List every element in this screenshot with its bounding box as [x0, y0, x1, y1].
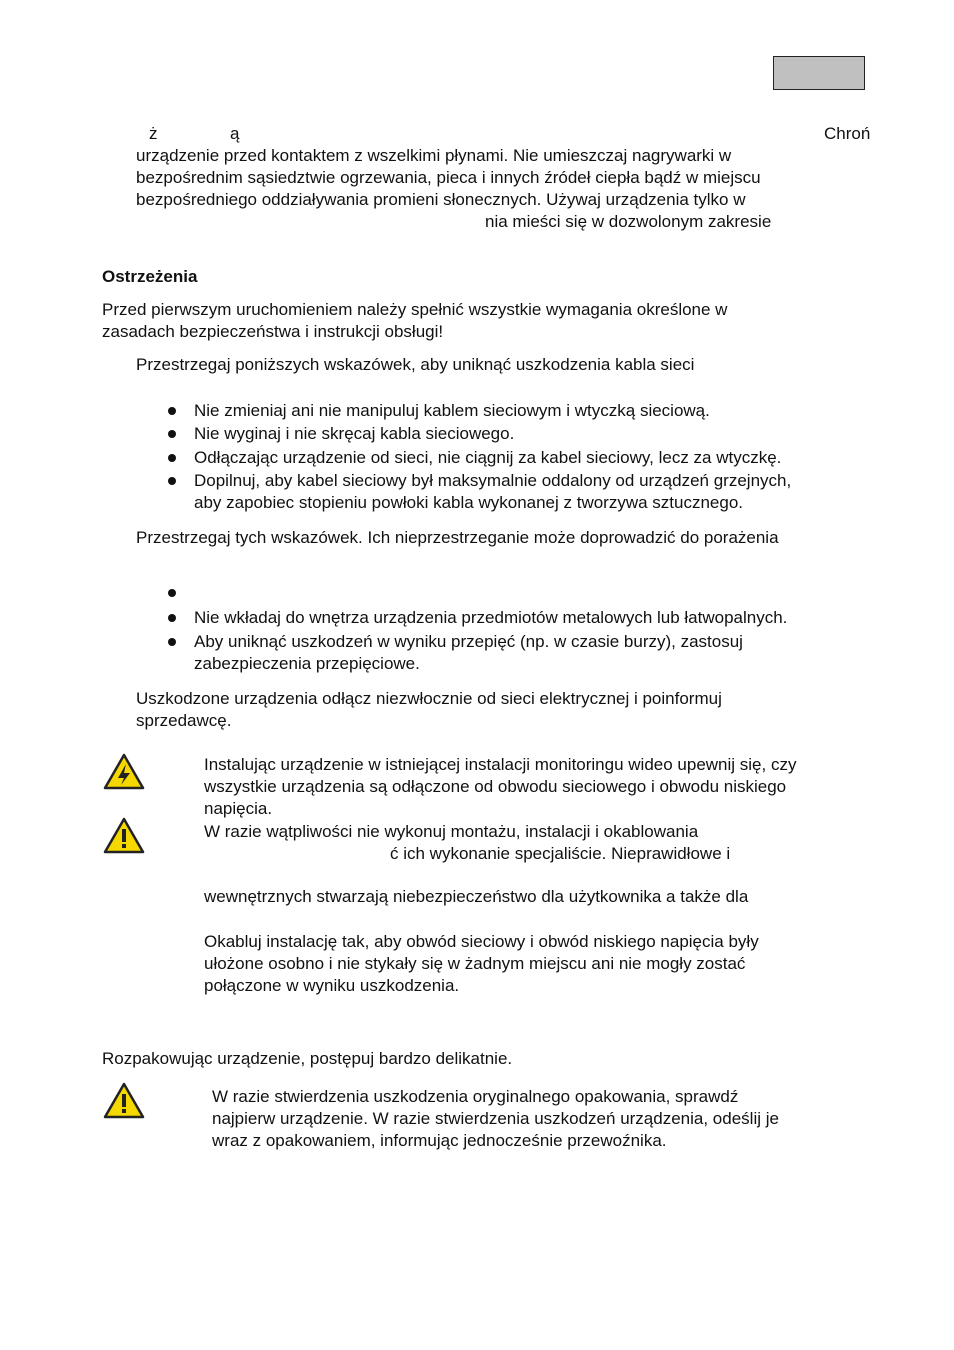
bullet-text: Nie wkładaj do wnętrza urządzenia przedmiotów metalowych lub łatwopalnych. [194, 608, 788, 627]
bullet-text: Nie wyginaj i nie skręcaj kabla sieciowego. [194, 424, 515, 443]
bullet-marker [168, 638, 176, 646]
bullet-text: Aby uniknąć uszkodzeń w wyniku przepięć (np. w czasie burzy), zastosuj [194, 632, 743, 651]
intro-line: urządzenie przed kontaktem z wszelkimi płynami. Nie umieszczaj nagrywarki w [136, 146, 732, 165]
caution-warning-icon [102, 816, 146, 856]
intro-fragment: ą [230, 124, 240, 143]
paragraph-line: zasadach bezpieczeństwa i instrukcji obsługi! [102, 322, 444, 341]
high-voltage-warning-icon [102, 752, 146, 792]
intro-line: bezpośrednim sąsiedztwie ogrzewania, pieca i innych źródeł ciepła bądź w miejscu [136, 168, 761, 187]
bullet-text: zabezpieczenia przepięciowe. [194, 654, 420, 673]
caution-warning-icon [102, 1081, 146, 1121]
bullet-marker [168, 407, 176, 415]
bullet-text: Nie zmieniaj ani nie manipuluj kablem sieciowym i wtyczką sieciową. [194, 401, 710, 420]
install-line: ułożone osobno i nie stykały się w żadnym miejscu ani nie mogły zostać [204, 954, 746, 973]
bullet-text: Odłączając urządzenie od sieci, nie ciągnij za kabel sieciowy, lecz za wtyczkę. [194, 448, 782, 467]
language-tab-box [773, 56, 865, 90]
bullet-marker [168, 454, 176, 462]
paragraph-line: Przed pierwszym uruchomieniem należy spełnić wszystkie wymagania określone w [102, 300, 728, 319]
bullet-text: aby zapobiec stopieniu powłoki kabla wykonanej z tworzywa sztucznego. [194, 493, 744, 512]
shock-intro: Przestrzegaj tych wskazówek. Ich nieprzestrzeganie może doprowadzić do porażenia [136, 528, 779, 547]
install-line: Okabluj instalację tak, aby obwód sieciowy i obwód niskiego napięcia były [204, 932, 759, 951]
install-line: ć ich wykonanie specjaliście. Nieprawidłowe i [390, 844, 731, 863]
unpacking-note-line: najpierw urządzenie. W razie stwierdzenia uszkodzeń urządzenia, odeślij je [212, 1109, 779, 1128]
unpacking-note-line: W razie stwierdzenia uszkodzenia oryginalnego opakowania, sprawdź [212, 1087, 739, 1106]
intro-fragment: Chroń [824, 124, 871, 143]
install-line: napięcia. [204, 799, 273, 818]
bullet-marker [168, 477, 176, 485]
unpacking-line: Rozpakowując urządzenie, postępuj bardzo delikatnie. [102, 1049, 513, 1068]
install-line: wszystkie urządzenia są odłączone od obwodu sieciowego i obwodu niskiego [204, 777, 787, 796]
bullet-marker [168, 430, 176, 438]
damaged-line: Uszkodzone urządzenia odłącz niezwłocznie od sieci elektrycznej i poinformuj [136, 689, 722, 708]
cable-intro: Przestrzegaj poniższych wskazówek, aby uniknąć uszkodzenia kabla sieci [136, 355, 695, 374]
bullet-marker [168, 589, 176, 597]
section-heading: Ostrzeżenia [102, 267, 198, 286]
damaged-line: sprzedawcę. [136, 711, 232, 730]
bullet-marker [168, 614, 176, 622]
install-line: połączone w wyniku uszkodzenia. [204, 976, 460, 995]
install-line: Instalując urządzenie w istniejącej instalacji monitoringu wideo upewnij się, czy [204, 755, 797, 774]
install-line: wewnętrznych stwarzają niebezpieczeństwo dla użytkownika a także dla [204, 887, 749, 906]
intro-fragment: ż [149, 124, 158, 143]
unpacking-note-line: wraz z opakowaniem, informując jednocześnie przewoźnika. [212, 1131, 667, 1150]
intro-line: nia mieści się w dozwolonym zakresie [485, 212, 772, 231]
install-line: W razie wątpliwości nie wykonuj montażu, instalacji i okablowania [204, 822, 699, 841]
intro-line: bezpośredniego oddziaływania promieni słonecznych. Używaj urządzenia tylko w [136, 190, 746, 209]
bullet-text: Dopilnuj, aby kabel sieciowy był maksymalnie oddalony od urządzeń grzejnych, [194, 471, 792, 490]
